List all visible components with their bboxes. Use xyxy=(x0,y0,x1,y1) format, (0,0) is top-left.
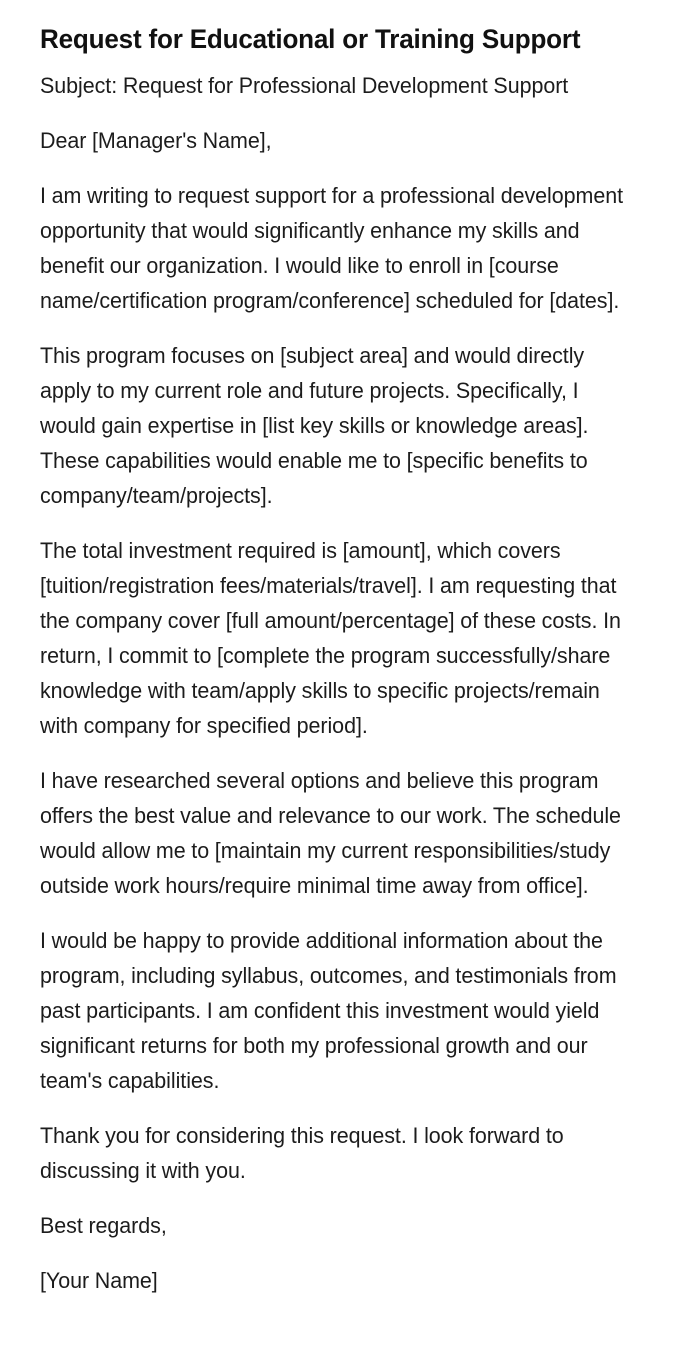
paragraph-request-intro: I am writing to request support for a professional development opportunity that would significantly enhance my skills and benefit our organization. I would like to enroll in [course name/certification program/conference] scheduled for [dates]. xyxy=(40,183,624,313)
paragraph-sign-off: Best regards, xyxy=(40,1213,167,1238)
paragraph-additional-information: I would be happy to provide additional information about the program, including syllabus, outcomes, and testimonials from past participants. I am confident this investment would yield significant returns for both my professional growth and our team's capabilities. xyxy=(40,928,617,1093)
paragraph-program-relevance: This program focuses on [subject area] and would directly apply to my current role and future projects. Specifically, I would gain expertise in [list key skills or knowledge areas]. These capabilities would enable me to [specific benefits to company/team/projects]. xyxy=(40,343,589,508)
paragraph-research-and-schedule: I have researched several options and believe this program offers the best value and relevance to our work. The schedule would allow me to [maintain my current responsibilities/study outside work hours/require minimal time away from office]. xyxy=(40,768,621,898)
page-title: Request for Educational or Training Support xyxy=(40,24,581,54)
paragraph-cost-and-commitment: The total investment required is [amount], which covers [tuition/registration fees/materials/travel]. I am requesting that the company cover [full amount/percentage] of these costs. In return, I commit to [complete the program successfully/share knowledge with team/apply skills to specific projects/remain with company for specified period]. xyxy=(40,538,621,738)
paragraph-salutation: Dear [Manager's Name], xyxy=(40,128,272,153)
paragraph-closing-thanks: Thank you for considering this request. I look forward to discussing it with you. xyxy=(40,1123,564,1183)
paragraph-subject-line: Subject: Request for Professional Development Support xyxy=(40,73,569,98)
paragraph-signature-name: [Your Name] xyxy=(40,1268,158,1293)
